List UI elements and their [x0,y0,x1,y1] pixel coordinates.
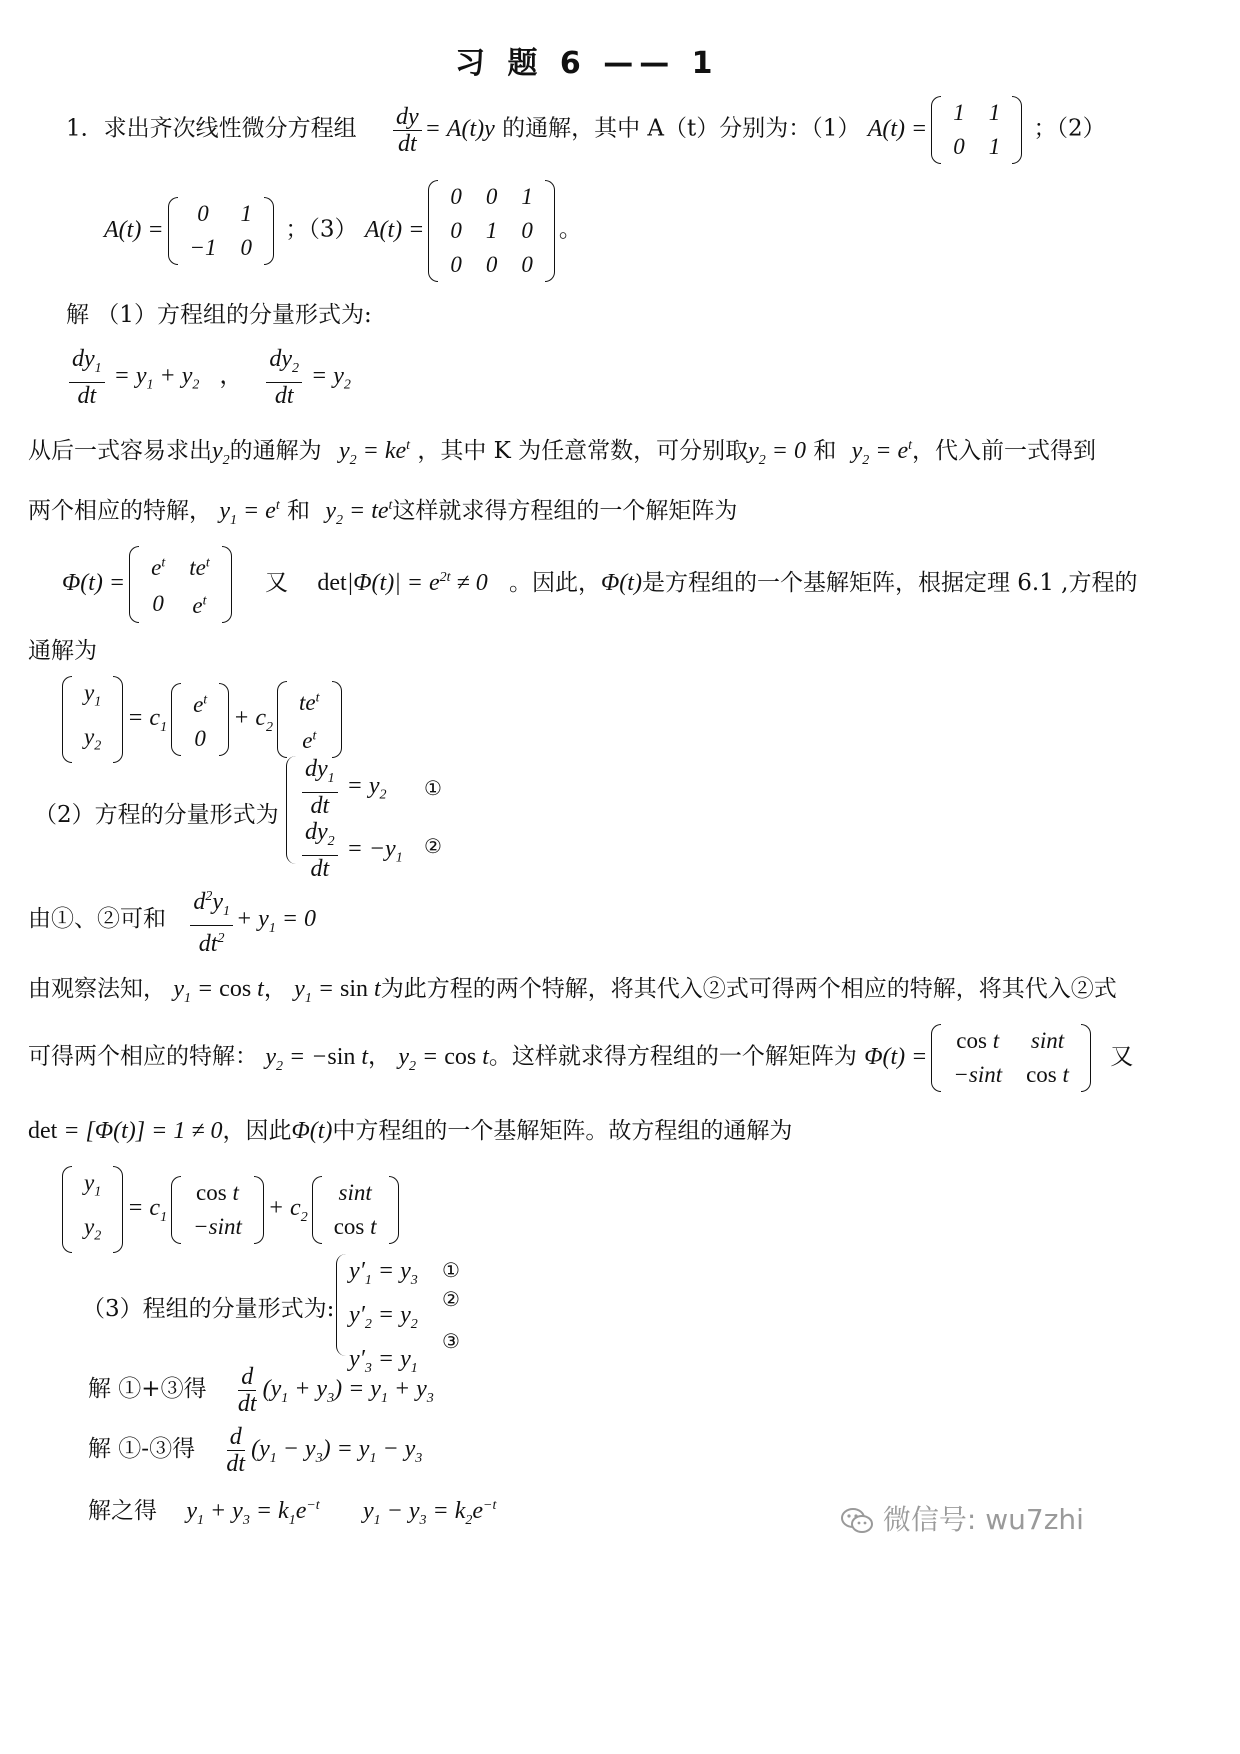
part2-line-det: det = [Φ(t)] = 1 ≠ 0，因此Φ(t)中方程组的一个基解矩阵。故方程组的通解为 [28,1118,793,1144]
text-det2: 中方程组的一个基解矩阵。故方程组的通解为 [332,1118,793,1144]
marker-2: ② [424,834,442,858]
matrix-A2: A(t) = 0 1 −1 0 [104,217,278,243]
text-b1: 两个相应的特解， [28,498,212,524]
text-obs5: ， [368,1043,392,1070]
part2-ode: 由①、②可和 $\frac{d^2y_1}{dt^2}$ + $y_1 = 0$ [28,884,316,957]
part2-heading: （2）方程的分量形式为 [34,802,279,828]
part1-heading: 解 （1）方程组的分量形式为: [66,302,372,328]
text-a2: 的通解为 [229,438,322,464]
text-obs6: 。这样就求得方程组的一个解矩阵为 [488,1043,857,1070]
part3-step-3: 解之得 $y_1 + y_3 = k_1e^{-t}$ $y_1 - y_3 = k_2e^{-t}$ [88,1498,497,1528]
text-a3: ，其中 K 为任意常数，可分别取 [417,438,749,464]
text-det1: ，因此 [222,1118,292,1144]
part1-line-c: Φ(t) = $e^t$ $te^t$ 0 $e^t$ 又 $\det|\Phi(t)| = e^{2t} \ne 0$ 。因此，Φ(t)是方程组的一个基解矩阵，根据定理 6.1 ,方程的 [62,546,1137,623]
eq-dydt: $\frac{dy}{dt}$ = A(t)y [390,116,495,142]
problem-intro: 1．求出齐次线性微分方程组 [66,115,357,142]
marker-3-2: ② [442,1287,460,1311]
part3-step-1: 解 ①+③得 $\frac{d}{dt}$ $(y_1 + y_3) = y_1 + y_3$ [88,1364,434,1417]
text-c1: 又 [265,570,289,597]
part2-line-obs: 由观察法知， $y_1 = \cos t$， $y_1 = \sin t$为此方程的两个特解，将其代入②式可得两个相应的特解，将其代入②式 [28,976,1117,1006]
problem-end: 。 [558,216,582,243]
text-obs2: ， [263,976,287,1002]
text-s2: 解 ①-③得 [88,1436,196,1463]
problem-line-1 [66,96,1106,164]
text-s3: 解之得 [88,1498,157,1524]
problem-sep3: ；（3） [285,216,358,243]
part3-step-2: 解 ①-③得 $\frac{d}{dt}$ $(y_1 - y_3) = y_1 - y_3$ [88,1424,423,1477]
problem-sep2: ；（2） [1033,115,1106,142]
part1-system: $\frac{dy_1}{dt}$ = $y_1 + y_2$ ， $\frac{dy_2}{dt}$ = $y_2$ [66,346,351,409]
part2-general-solution: $y_1$ $y_2$ = $c_1$ cos t −sint + $c_2$ sint cos t [58,1166,403,1253]
text-s1: 解 ①+③得 [88,1376,207,1403]
part1-line-a: 从后一式容易求出$y_2$的通解为 $y_2 = ke^t$ ，其中 K 为任意常数，可分别取$y_2 = 0$ 和 $y_2 = e^t$，代入前一式得到 [28,438,1097,468]
page-title: 习 题 6 —— 1 [455,46,719,81]
text-obs3: 为此方程的两个特解，将其代入②式可得两个相应的特解，将其代入②式 [380,976,1117,1002]
problem-line-2 [104,180,582,282]
part1-line-b: 两个相应的特解， $y_1 = e^t$ 和 $y_2 = te^t$这样就求得方程组的一个解矩阵为 [28,498,738,528]
marker-1: ① [424,776,442,800]
text-obs7: 又 [1110,1043,1134,1070]
marker-3-3: ③ [442,1329,460,1353]
part2-system: $\frac{dy_1}{dt}$ = $y_2$ $\frac{dy_2}{dt}$ = $-y_1$ [286,756,403,882]
text-obs1: 由观察法知， [28,976,166,1002]
text-from: 由①、②可和 [28,905,166,932]
part3-system: $y'_1 = y_3$ $y'_2 = y_2$ $y'_3 = y_1$ [336,1254,418,1385]
text-c3: 是方程组的一个基解矩阵，根据定理 6.1 ,方程的 [641,570,1138,597]
watermark-text: 微信号: wu7zhi [882,1503,1084,1536]
wechat-icon [840,1507,874,1535]
part1-general-solution: $y_1$ $y_2$ = $c_1$ $e^t$ 0 + $c_2$ $te^t$ $e^t$ [58,676,346,763]
part3-heading: （3）程组的分量形式为: [82,1296,335,1322]
text-a1: 从后一式容易求出 [28,438,212,464]
text-b3: 这样就求得方程组的一个解矩阵为 [392,498,738,524]
text-a5: ，代入前一式得到 [912,438,1097,464]
marker-3-1: ① [442,1258,460,1282]
text-a4: 和 [813,438,837,464]
text-b2: 和 [287,498,311,524]
text-obs4: 可得两个相应的特解： [28,1043,258,1070]
part2-line-particular: 可得两个相应的特解： $y_2 = -\sin$ t， $y_2 = \cos t$。这样就求得方程组的一个解矩阵为 Φ(t) = cos t sint −sint cos t 又 [28,1024,1133,1092]
matrix-A1: A(t) = 1 1 0 1 [868,116,1027,142]
text-c2: 。因此， [509,570,602,597]
problem-mid: 的通解，其中 A（t）分别为：（1） [502,115,861,142]
watermark [840,1498,1084,1538]
matrix-A3: A(t) = 0 0 1 0 1 0 0 0 0 [365,217,559,243]
part1-line-d: 通解为 [28,638,97,664]
